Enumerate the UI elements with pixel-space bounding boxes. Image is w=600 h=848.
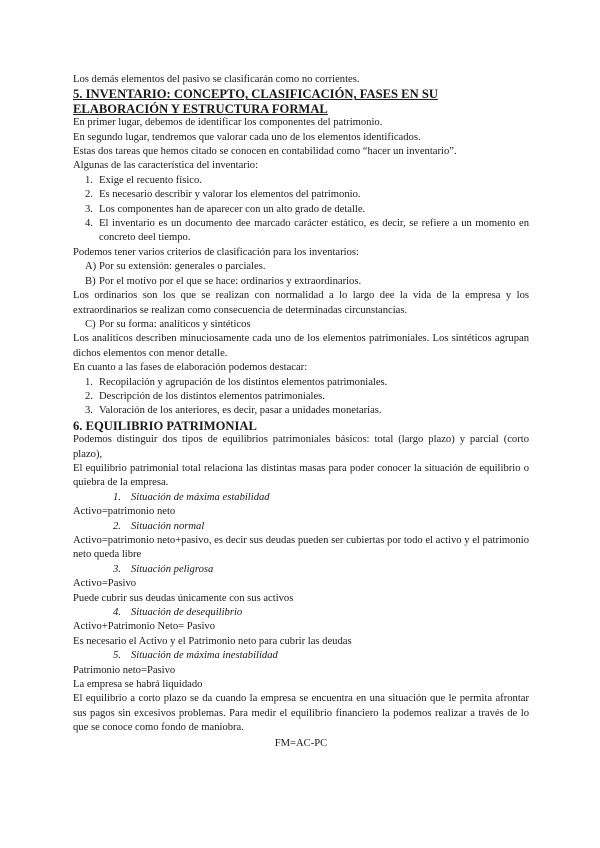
section-6-heading: 6. EQUILIBRIO PATRIMONIAL <box>73 418 257 433</box>
state-formula: Activo=Pasivo <box>73 578 137 590</box>
s6-paragraph-1: Podemos distinguir dos tipos de equilibrios patrimoniales básicos: total (largo plazo) y parcial (corto plazo), <box>73 434 529 460</box>
state-description: Puede cubrir sus deudas únicamente con sus activos <box>73 592 294 604</box>
state-description: La empresa se habrá liquidado <box>73 679 203 691</box>
s5-paragraph-2: En segundo lugar, tendremos que valorar cada uno de los elementos identificados. <box>73 131 421 143</box>
s6-paragraph-3: El equilibrio a corto plazo se da cuando la empresa se encuentra en una situación que le permita afrontar sus pagos sin excesivos problemas. Para medir el equilibrio financiero la podemos realizar a través de lo que se conoce como fondo de maniobra. <box>73 693 529 734</box>
state-formula: Activo=patrimonio neto <box>73 506 176 518</box>
list-item: A) Por su extensión: generales o parciales. <box>85 261 266 273</box>
state-title: 1. Situación de máxima estabilidad <box>113 491 270 503</box>
state-title: 4. Situación de desequilibrio <box>113 607 243 619</box>
list-item: 1. Recopilación y agrupación de los distintos elementos patrimoniales. <box>85 376 388 388</box>
section-5-heading: 5. INVENTARIO: CONCEPTO, CLASIFICACIÓN, FASES EN SU ELABORACIÓN Y ESTRUCTURA FORMAL <box>73 87 438 116</box>
state-title: 2. Situación normal <box>113 520 205 532</box>
classification-criteria-list <box>73 260 529 289</box>
s5-paragraph-3: Estas dos tareas que hemos citado se conocen en contabilidad como “hacer un inventario”. <box>73 146 457 158</box>
state-title: 5. Situación de máxima inestabilidad <box>113 650 278 662</box>
list-item: 2. Es necesario describir y valorar los elementos del patrimonio. <box>85 189 361 201</box>
state-description: Es necesario el Activo y el Patrimonio neto para cubrir las deudas <box>73 635 352 647</box>
list-item: C) Por su forma: analíticos y sintéticos <box>85 318 251 330</box>
list-item: 3. Valoración de los anteriores, es decir, pasar a unidades monetarias. <box>85 405 382 417</box>
inventory-features-list <box>73 174 529 246</box>
document-content <box>73 73 529 751</box>
s5-paragraph-7: Los analíticos describen minuciosamente cada uno de los elementos patrimoniales. Los sintéticos agrupan dichos elementos con menor detalle. <box>73 333 529 359</box>
intro-line: Los demás elementos del pasivo se clasificarán como no corrientes. <box>73 74 360 85</box>
list-item: 4. El inventario es un documento dee marcado carácter estático, es decir, se refiere a un momento en concreto deel tiempo. <box>85 218 529 244</box>
list-item: 2. Descripción de los distintos elementos patrimoniales. <box>85 390 325 402</box>
s5-paragraph-5: Podemos tener varios criterios de clasificación para los inventarios: <box>73 246 359 258</box>
state-formula: Activo+Patrimonio Neto= Pasivo <box>73 621 216 633</box>
fondo-maniobra-formula: FM=AC-PC <box>274 737 328 749</box>
elaboration-phases-list <box>73 376 529 419</box>
s5-paragraph-1: En primer lugar, debemos de identificar los componentes del patrimonio. <box>73 117 383 129</box>
s5-paragraph-4: Algunas de las característica del inventario: <box>73 160 259 172</box>
list-item: 1. Exige el recuento físico. <box>85 174 202 186</box>
list-item: 3. Los componentes han de aparecer con un alto grado de detalle. <box>85 203 366 215</box>
s6-paragraph-2: El equilibrio patrimonial total relaciona las distintas masas para poder conocer la situación de equilibrio o quiebra de la empresa. <box>73 462 529 489</box>
state-title: 3. Situación peligrosa <box>113 563 214 575</box>
s5-paragraph-6: Los ordinarios son los que se realizan con normalidad a lo largo dee la vida de la empresa y los extraordinarios se realizan como consecuencia de determinadas circunstancias. <box>73 290 529 316</box>
s5-paragraph-8: En cuanto a las fases de elaboración podemos destacar: <box>73 362 308 374</box>
list-item: B) Por el motivo por el que se hace: ordinarios y extraordinarios. <box>85 275 362 287</box>
state-formula: Activo=patrimonio neto+pasivo, es decir sus deudas pueden ser cubiertas por todo el activo y el patrimonio neto queda libre <box>73 535 529 561</box>
state-formula: Patrimonio neto=Pasivo <box>73 664 176 676</box>
